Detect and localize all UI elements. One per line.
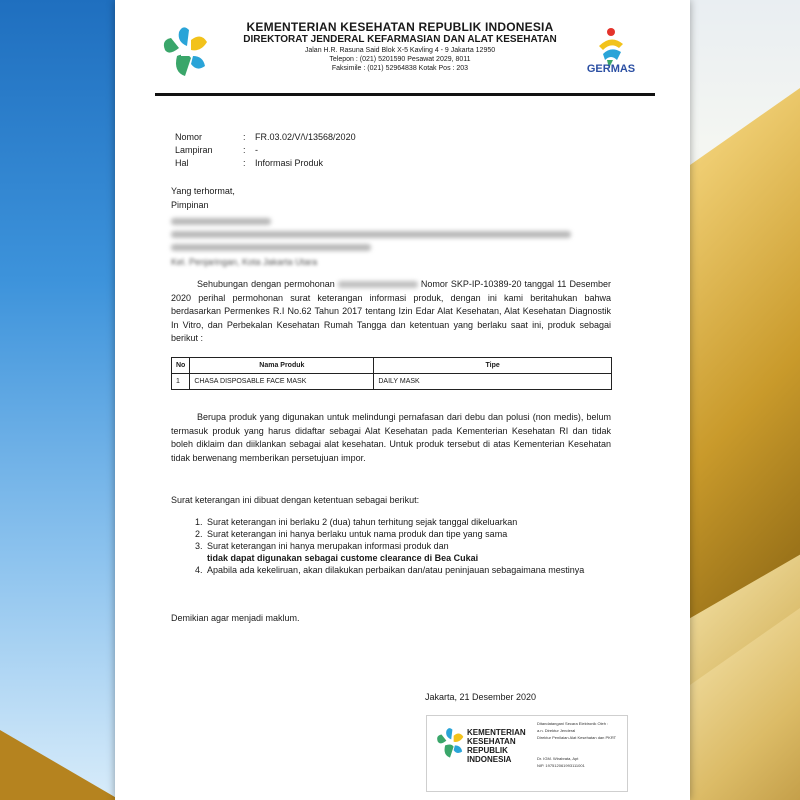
paragraph-1 [171, 278, 611, 346]
col-nama-produk: Nama Produk [190, 358, 374, 374]
nomor-label: Nomor [175, 132, 203, 142]
lampiran-value: - [255, 145, 258, 155]
gold-corner [0, 730, 120, 800]
electronic-signature-stamp [426, 715, 628, 792]
official-name: Dr. IGM. Wirabrata, Apt [537, 756, 579, 761]
kemenkes-logo-icon [433, 724, 467, 762]
nomor-value: FR.03.02/V/\/13568/2020 [255, 132, 356, 142]
official-nip: NIP. 197512061993111001 [537, 763, 585, 768]
recipient-block [171, 184, 571, 269]
meta-lampiran [175, 144, 356, 157]
list-item [195, 540, 605, 564]
cell-nama-produk: CHASA DISPOSABLE FACE MASK [190, 374, 374, 390]
list-number: 4. [195, 565, 203, 575]
list-text: Surat keterangan ini berlaku 2 (dua) tahun terhitung sejak tanggal dikeluarkan [207, 517, 518, 527]
paragraph-2: Berupa produk yang digunakan untuk melindungi pernafasan dari debu dan polusi (non medis), belum termasuk produk yang harus didaftar sebagai Alat Kesehatan pada Kementerian Kesehatan RI dan tidak boleh diklaim dan diiklankan sebagai alat kesehatan. Untuk produk tersebut di atas Kementerian Kesehatan tidak berwenang memberikan persetujuan impor. [171, 412, 611, 463]
list-text [207, 540, 478, 564]
background-left [0, 0, 130, 800]
position: Direktur Penilaian Alat Kesehatan dan PKRT [537, 735, 617, 740]
list-number: 3. [195, 541, 203, 551]
phone: Telepon : (021) 5201590 Pesawat 2029, 8011 [329, 56, 471, 63]
letterhead [225, 20, 575, 72]
stamp-details [537, 720, 616, 769]
recipient-city: Kel. Penjaringan, Kota Jakarta Utara [171, 257, 318, 267]
spacer [537, 741, 616, 755]
redacted-line [171, 244, 371, 251]
signed-by: Ditandatangani Secara Elektronik Oleh : [537, 721, 609, 726]
list-text-bold: tidak dapat digunakan sebagai custome clearance di Bea Cukai [207, 553, 479, 563]
product-table [171, 357, 612, 390]
table-header-row [172, 358, 612, 374]
paragraph-1-start: Sehubungan dengan permohonan [197, 279, 335, 289]
cell-tipe: DAILY MASK [374, 374, 612, 390]
redacted-company [338, 281, 418, 288]
paragraph-3: Surat keterangan ini dibuat dengan ketentuan sebagai berikut: [171, 495, 420, 505]
redacted-line [171, 218, 271, 225]
document-sheet [115, 0, 690, 800]
col-no: No [172, 358, 190, 374]
meta-hal [175, 157, 356, 170]
conditions-list [195, 516, 605, 576]
list-text: Apabila ada kekeliruan, akan dilakukan perbaikan dan/atau peninjauan sebagaimana mestinya [207, 565, 585, 575]
list-item [195, 528, 605, 540]
closing: Demikian agar menjadi maklum. [171, 613, 300, 623]
fax: Faksimile : (021) 52964838 Kotak Pos : 203 [331, 65, 469, 72]
kemenkes-logo-icon [157, 22, 213, 82]
hal-label: Hal [175, 158, 189, 168]
colon: : [243, 158, 246, 168]
table-row [172, 374, 612, 390]
colon: : [243, 145, 246, 155]
directorate-name: DIREKTORAT JENDERAL KEFARMASIAN DAN ALAT KESEHATAN [243, 34, 557, 45]
on-behalf: a.n. Direktur Jenderal [537, 728, 576, 733]
germas-label: GERMAS [586, 63, 636, 75]
address: Jalan H.R. Rasuna Said Blok X-5 Kavling 4 - 9 Jakarta 12950 [304, 47, 496, 54]
list-item [195, 516, 605, 528]
greeting: Yang terhormat, [171, 186, 235, 196]
lampiran-label: Lampiran [175, 145, 213, 155]
list-text-plain: Surat keterangan ini hanya merupakan informasi produk dan [207, 541, 449, 551]
ministry-name: KEMENTERIAN KESEHATAN REPUBLIK INDONESIA [246, 20, 554, 34]
recipient-title: Pimpinan [171, 200, 209, 210]
redacted-line [171, 231, 571, 238]
list-text: Surat keterangan ini hanya berlaku untuk nama produk dan tipe yang sama [207, 529, 508, 539]
paragraph-1-rest: Nomor SKP-IP-10389-20 tanggal 11 Desember 2020 perihal permohonan surat keterangan informasi produk, dengan ini kami beritahukan bahwa berdasarkan Permenkes R.I No.62 Tahun 2017 tentang Izin Edar Alat Kesehatan, Alat Kesehatan Diagnostik In Vitro, dan Perbekalan Kesehatan Rumah Tangga dan ketentuan yang berlaku saat ini, produk sebagai berikut : [171, 279, 611, 343]
place-date: Jakarta, 21 Desember 2020 [425, 692, 537, 702]
meta-nomor [175, 131, 356, 144]
colon: : [243, 132, 246, 142]
col-tipe: Tipe [374, 358, 612, 374]
cell-no: 1 [172, 374, 190, 390]
list-number: 2. [195, 529, 203, 539]
list-number: 1. [195, 517, 203, 527]
header-divider [155, 93, 655, 96]
stamp-ministry-name: KEMENTERIAN KESEHATAN REPUBLIK INDONESIA [467, 728, 526, 764]
letter-meta [175, 131, 356, 170]
hal-value: Informasi Produk [255, 158, 324, 168]
list-item [195, 564, 605, 576]
